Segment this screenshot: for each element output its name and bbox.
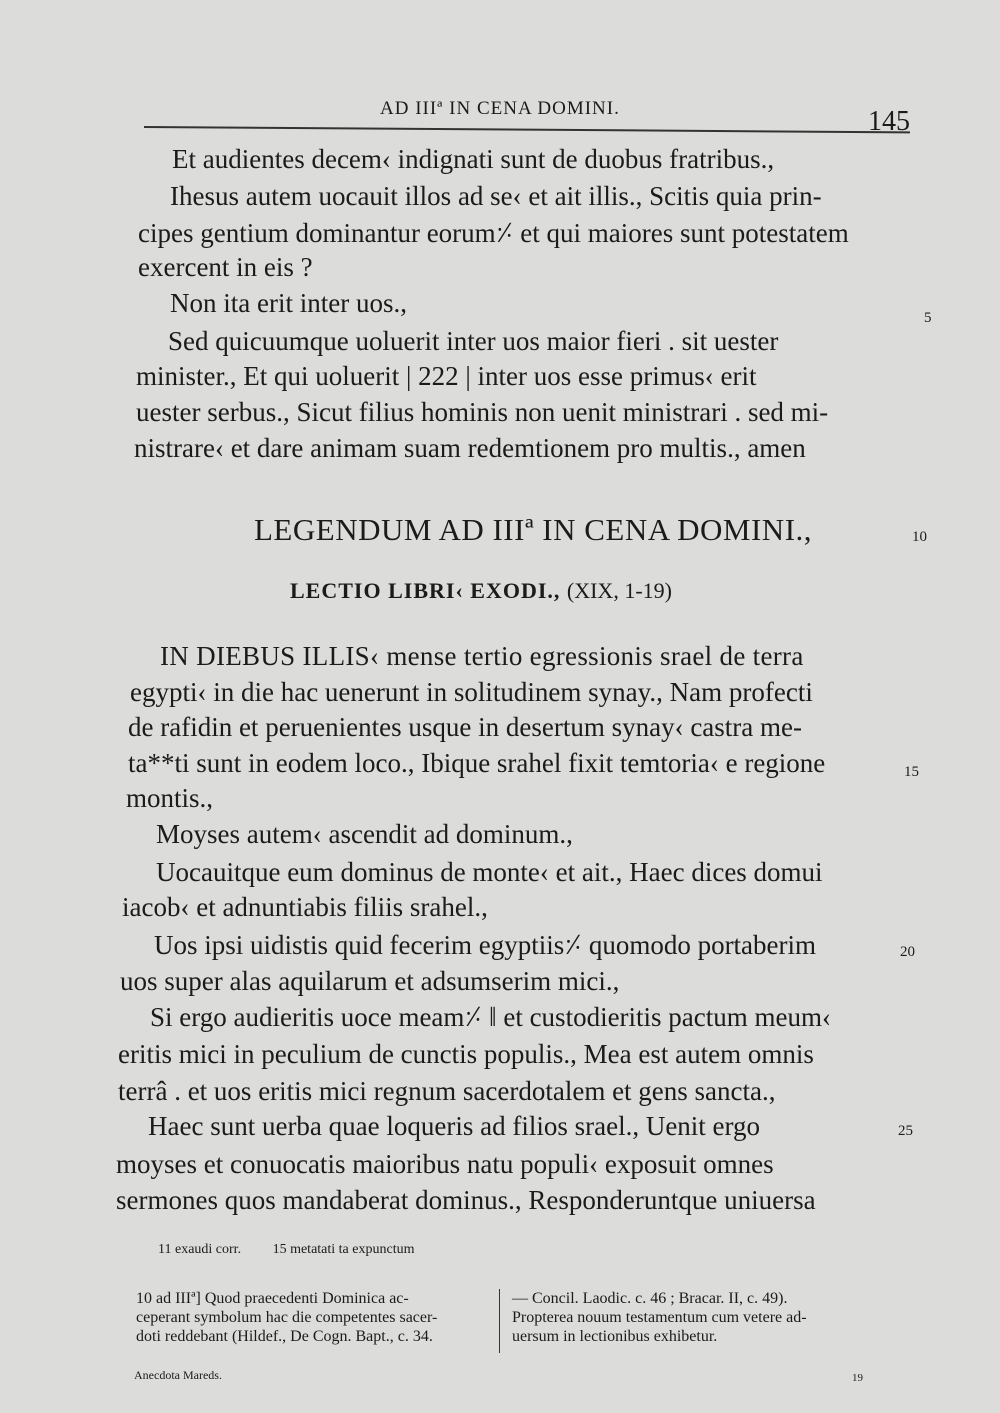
line-number: 10	[912, 529, 927, 545]
reading-range: (XIX, 1-19)	[566, 578, 672, 603]
lesson-line: montis.,	[126, 783, 214, 813]
lesson-line: Uocauitque eum dominus de monte‹ et ait., Haec dices domui	[156, 857, 823, 887]
line-number: 15	[904, 764, 919, 780]
lesson-line: Moyses autem‹ ascendit ad dominum.,	[156, 819, 573, 849]
lesson-line: terrâ . et uos eritis mici regnum sacerdotalem et gens sancta.,	[118, 1076, 776, 1106]
lesson-line: iacob‹ et adnuntiabis filiis srahel.,	[122, 892, 488, 922]
lesson-line: IN DIEBUS ILLIS‹ mense tertio egressionis srael de terra	[160, 641, 804, 671]
line-number: 25	[898, 1123, 913, 1139]
footnote-left	[136, 1289, 488, 1346]
line-number: 5	[924, 310, 932, 326]
footnote-line: uersum in lectionibus exhibetur.	[512, 1328, 718, 1345]
apparatus-entry: 15 metatati ta expunctum	[272, 1242, 415, 1257]
lesson-line: de rafidin et peruenientes usque in desertum synay‹ castra me-	[128, 712, 802, 742]
text-line: nistrare‹ et dare animam suam redemtionem pro multis., amen	[134, 433, 806, 463]
page-number: 145	[868, 106, 910, 137]
footnote-divider	[499, 1289, 500, 1353]
signature-number: 19	[852, 1372, 863, 1384]
lesson-line: eritis mici in peculium de cunctis populis., Mea est autem omnis	[118, 1039, 814, 1069]
footnote-line: — Concil. Laodic. c. 46 ; Bracar. II, c. 49).	[512, 1290, 788, 1307]
footnote-line: Propterea nouum testamentum cum vetere ad-	[512, 1309, 807, 1326]
lesson-line: Si ergo audieritis uoce meam⸓ ‖ et custodieritis pactum meum‹	[150, 1002, 832, 1032]
lesson-line: ta**ti sunt in eodem loco., Ibique srahel fixit temtoria‹ e regione	[128, 748, 826, 778]
footnote-line: 10 ad IIIª] Quod praecedenti Dominica ac-	[136, 1290, 409, 1307]
printer-signature: Anecdota Mareds.	[134, 1368, 222, 1382]
footnote-line: doti reddebant (Hildef., De Cogn. Bapt., c. 34.	[136, 1328, 433, 1345]
reading-title: LECTIO LIBRI‹ EXODI.,	[290, 578, 561, 603]
running-header: AD IIIª IN CENA DOMINI.	[380, 98, 620, 119]
text-line: Sed quicuumque uoluerit inter uos maior fieri . sit uester	[168, 326, 779, 356]
section-heading: LEGENDUM AD IIIª IN CENA DOMINI.,	[254, 512, 813, 547]
text-line: Et audientes decem‹ indignati sunt de duobus fratribus.,	[172, 144, 775, 174]
apparatus-entry: 11 exaudi corr.	[158, 1242, 242, 1257]
critical-apparatus	[158, 1242, 442, 1258]
lesson-line: Uos ipsi uidistis quid fecerim egyptiis⸓ quomodo portaberim	[154, 930, 817, 960]
lesson-line: Haec sunt uerba quae loqueris ad filios srael., Uenit ergo	[148, 1111, 761, 1141]
text-line: cipes gentium dominantur eorum⸓ et qui maiores sunt potestatem	[138, 218, 849, 248]
text-line: uester serbus., Sicut filius hominis non uenit ministrari . sed mi-	[136, 397, 829, 427]
lesson-line: uos super alas aquilarum et adsumserim mici.,	[120, 966, 620, 996]
footnote-right	[512, 1289, 892, 1346]
footnote-line: ceperant symbolum hac die competentes sacer-	[136, 1309, 438, 1326]
lesson-line: egypti‹ in die hac uenerunt in solitudinem synay., Nam profecti	[130, 677, 813, 707]
section-subheading	[290, 578, 672, 604]
text-line: exercent in eis ?	[138, 252, 313, 282]
text-line: minister., Et qui uoluerit | 222 | inter uos esse primus‹ erit	[136, 361, 757, 391]
line-number: 20	[900, 944, 915, 960]
text-line: Ihesus autem uocauit illos ad se‹ et ait illis., Scitis quia prin-	[170, 181, 822, 211]
text-line: Non ita erit inter uos.,	[170, 288, 407, 318]
lesson-line: sermones quos mandaberat dominus., Responderuntque uniuersa	[116, 1185, 816, 1215]
header-rule	[144, 126, 910, 133]
lesson-line: moyses et conuocatis maioribus natu populi‹ exposuit omnes	[116, 1149, 774, 1179]
